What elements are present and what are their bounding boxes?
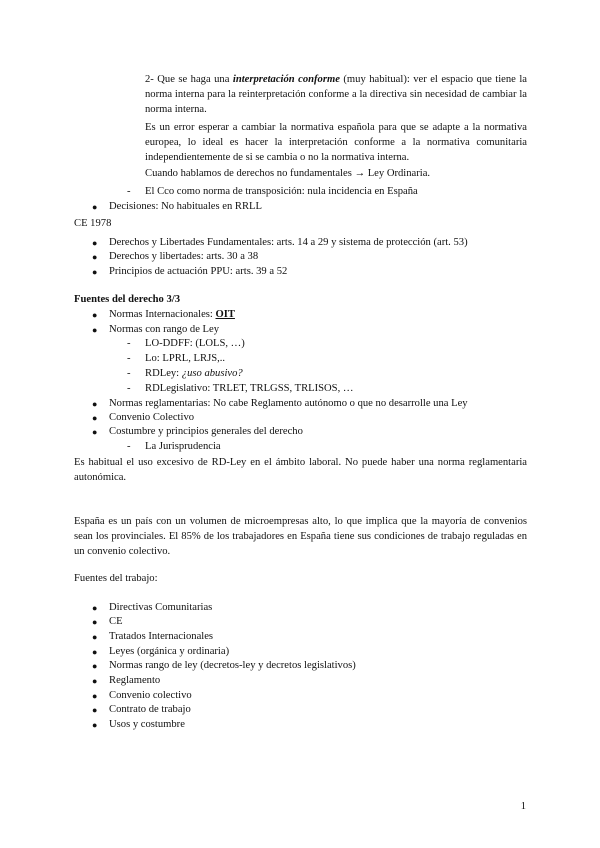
bullet-marker: ● xyxy=(92,325,98,335)
bullet-marker: ● xyxy=(92,202,98,212)
bullet-marker: ● xyxy=(92,267,98,277)
bullet-marker: ● xyxy=(92,238,98,248)
fuentes-trabajo-heading: Fuentes del trabajo: xyxy=(74,573,158,584)
item-label: RDLey: xyxy=(145,368,182,379)
bullet-marker: ● xyxy=(92,427,98,437)
ley-subitem: Lo: LPRL, LRJS,.. xyxy=(145,353,226,364)
fuentes-trabajo-item: Normas rango de ley (decretos-ley y decretos legislativos) xyxy=(109,660,356,671)
ley-subitem xyxy=(145,367,243,381)
bullet-marker: ● xyxy=(92,399,98,409)
italic-note: ¿uso abusivo? xyxy=(181,368,243,379)
normas-rango-ley-item: Normas con rango de Ley xyxy=(109,324,220,335)
dash-marker: - xyxy=(127,186,131,197)
dash-marker: - xyxy=(127,368,131,379)
fuentes-trabajo-item: Convenio colectivo xyxy=(109,690,192,701)
fuentes-trabajo-item: CE xyxy=(109,616,123,627)
dash-marker: - xyxy=(127,441,131,452)
ley-subitem: LO-DDFF: (LOLS, …) xyxy=(145,338,245,349)
oit-term: OIT xyxy=(215,309,235,320)
convenio-colectivo-item: Convenio Colectivo xyxy=(109,412,195,423)
dash-marker: - xyxy=(127,338,131,349)
ce-item: Derechos y Libertades Fundamentales: arts. 14 a 29 y sistema de protección (art. 53) xyxy=(109,237,468,248)
costumbre-item: Costumbre y principios generales del derecho xyxy=(109,426,303,437)
dash-marker: - xyxy=(127,353,131,364)
cco-transposicion-item: El Cco como norma de transposición: nula incidencia en España xyxy=(145,186,418,197)
bullet-marker: ● xyxy=(92,617,98,627)
item-label: Normas Internacionales: xyxy=(109,309,216,320)
ce-item: Derechos y libertades: arts. 30 a 38 xyxy=(109,251,259,262)
decisiones-item: Decisiones: No habituales en RRLL xyxy=(109,201,262,212)
fuentes-trabajo-item: Usos y costumbre xyxy=(109,719,185,730)
bullet-marker: ● xyxy=(92,310,98,320)
paragraph-text: (muy habitual): ver el espacio que tiene la norma interna para la reinterpretación conforme a la directiva sin necesidad de cambiar la norma interna. xyxy=(145,74,527,115)
interpretacion-conforme-paragraph xyxy=(145,72,527,117)
normas-internacionales-item xyxy=(109,308,235,322)
ley-subitem: RDLegislativo: TRLET, TRLGSS, TRLISOS, … xyxy=(145,383,354,394)
fuentes-derecho-heading: Fuentes del derecho 3/3 xyxy=(74,294,181,305)
bullet-marker: ● xyxy=(92,661,98,671)
bullet-marker: ● xyxy=(92,252,98,262)
error-paragraph: Es un error esperar a cambiar la normativa española para que se adapte a la normativa europea, lo ideal es hacer la interpretación conforme a la normativa comunitaria independientemente de si se cambia o no la normativa interna. xyxy=(145,122,527,163)
normas-reglamentarias-item: Normas reglamentarias: No cabe Reglamento autónomo o que no desarrolle una Ley xyxy=(109,398,468,409)
bullet-marker: ● xyxy=(92,647,98,657)
bullet-marker: ● xyxy=(92,603,98,613)
fuentes-trabajo-item: Directivas Comunitarias xyxy=(109,602,213,613)
bullet-marker: ● xyxy=(92,705,98,715)
fuentes-trabajo-item: Tratados Internacionales xyxy=(109,631,214,642)
derechos-no-fundamentales-line: Cuando hablamos de derechos no fundamentales → Ley Ordinaria. xyxy=(145,168,431,179)
fuentes-trabajo-item: Leyes (orgánica y ordinaria) xyxy=(109,646,230,657)
bold-term: interpretación conforme xyxy=(232,74,340,85)
paragraph-text: 2- Que se haga una xyxy=(145,74,233,85)
fuentes-trabajo-item: Reglamento xyxy=(109,675,161,686)
page-number: 1 xyxy=(520,801,526,812)
jurisprudencia-subitem: La Jurisprudencia xyxy=(145,441,221,452)
bullet-marker: ● xyxy=(92,632,98,642)
rd-ley-note-paragraph: Es habitual el uso excesivo de RD-Ley en el ámbito laboral. No puede haber una norma reglamentaria autonómica. xyxy=(74,457,527,483)
fuentes-trabajo-item: Contrato de trabajo xyxy=(109,704,191,715)
espana-paragraph: España es un país con un volumen de microempresas alto, lo que implica que la mayoría de convenios sean los provinciales. El 85% de los trabajadores en España tiene sus condiciones de trabajo reguladas en un convenio colectivo. xyxy=(74,516,527,557)
dash-marker: - xyxy=(127,383,131,394)
bullet-marker: ● xyxy=(92,720,98,730)
ce-item: Principios de actuación PPU: arts. 39 a 52 xyxy=(109,266,288,277)
ce-1978-heading: CE 1978 xyxy=(74,218,112,229)
bullet-marker: ● xyxy=(92,676,98,686)
bullet-marker: ● xyxy=(92,691,98,701)
bullet-marker: ● xyxy=(92,413,98,423)
